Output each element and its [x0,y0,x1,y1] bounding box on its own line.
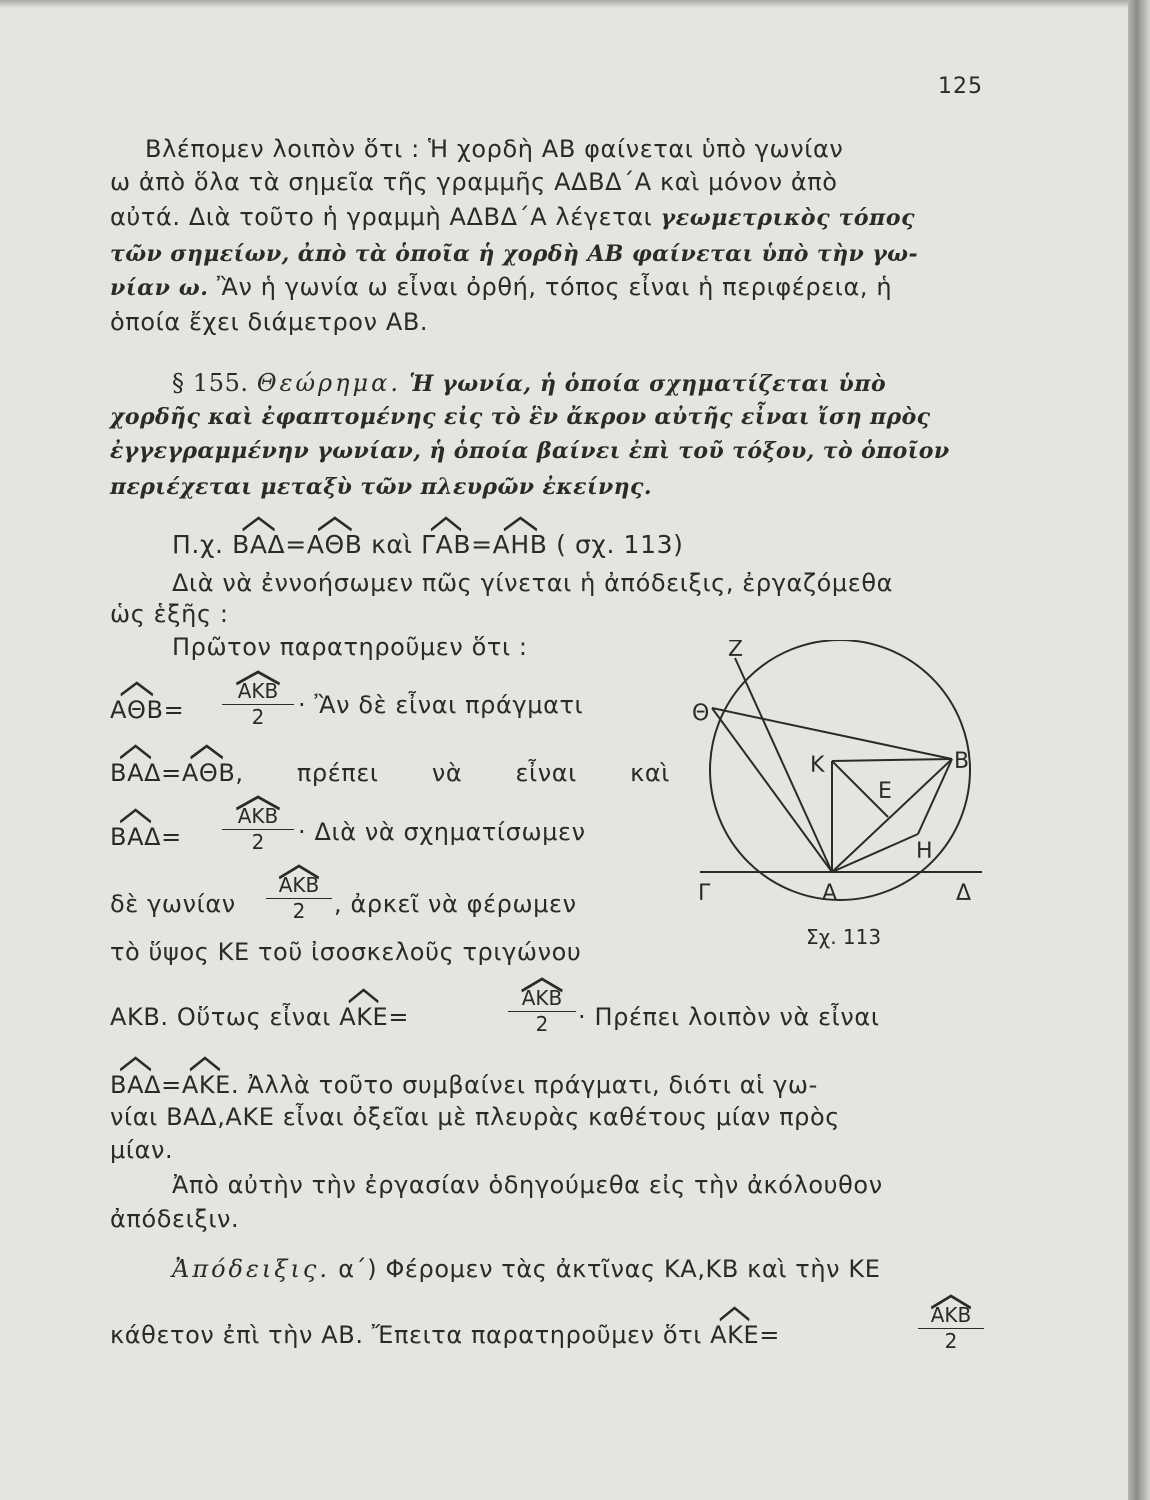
eq4-pre: δὲ γωνίαν [110,890,236,918]
p2-line-1: Διὰ νὰ ἐννοήσωμεν πῶς γίνεται ἡ ἀπόδειξις, ἐργαζόμεθα [172,569,894,597]
equals-sign: = [161,823,182,851]
eq7-b: ΑΚΕ. [181,1071,240,1099]
equals-sign: = [161,1071,182,1099]
eq6-num-text: ΑΚΒ [521,986,563,1010]
chord-ah [832,834,918,872]
hat-icon [110,746,161,758]
eq7-text: Ἀλλὰ τοῦτο συμβαίνει πράγματι, διότι αἱ γω- [247,1071,818,1099]
eq1-fraction [222,678,294,729]
chord-thetab [712,708,952,759]
eq1-num-text: ΑΚΒ [237,679,279,703]
eq6-text: · Πρέπει λοιπὸν νὰ εἶναι [578,1003,880,1031]
theorem-line-4: περιέχεται μεταξὺ τῶν πλευρῶν ἐκείνης. [110,474,652,500]
eq6-num [508,985,576,1012]
eq3-den: 2 [251,830,265,854]
angle-ake [182,1068,239,1102]
hat-icon [182,1058,239,1070]
line-8: νίαι ΒΑΔ,ΑΚΕ εἶναι ὀξεῖαι μὲ πλευρὰς καθέτους μίαν πρὸς [110,1103,840,1131]
label-g: Γ [698,881,711,906]
hat-icon [508,979,576,991]
eq3-num-text: ΑΚΒ [237,804,279,828]
eq6-pre: ΑΚΒ. Οὕτως εἶναι [110,1003,331,1031]
label-h: Η [916,839,933,864]
p1-line-2: ω ἀπὸ ὅλα τὰ σημεῖα τῆς γραμμῆς ΑΔΒΔ΄Α καὶ μόνον ἀπὸ [110,168,838,196]
page-right-edge [1128,0,1150,1500]
equals-sign: = [388,1003,410,1031]
page-top-edge [0,0,1128,8]
eq3-num [222,803,294,830]
theorem-text-1: Ἡ γωνία, ἡ ὁποία σχηματίζεται ὑπὸ [409,371,887,397]
example-prefix: Π.χ. [172,530,224,559]
theorem-line-3: ἐγγεγραμμένην γωνίαν, ἡ ὁποία βαίνει ἐπὶ τοῦ τόξου, τὸ ὁποῖον [110,438,950,464]
eq3-lhs-wrap [110,820,182,854]
eq4-fraction [266,872,332,923]
theorem-label: Θεώρημα. [256,369,401,397]
label-theta: Θ [692,701,710,726]
p1-term-locus: γεωμετρικὸς τόπος [660,205,916,231]
last-num-text: ΑΚΒ [930,1303,972,1327]
angle-gab [421,528,471,562]
p4-line-1: Ἀπὸ αὐτὴν τὴν ἐργασίαν ὁδηγούμεθα εἰς τὴν ἀκόλουθον [172,1171,883,1199]
eq3-text: · Διὰ νὰ σχηματίσωμεν [298,818,586,846]
p1-line-6: ὁποία ἔχει διάμετρον ΑΒ. [110,308,429,336]
line-9: μίαν. [110,1136,174,1164]
hat-icon [421,518,471,530]
p1-line-5-text: Ἂν ἡ γωνία ω εἶναι ὀρθή, τόπος εἶναι ἡ περιφέρεια, ἡ [216,273,893,301]
equals-sign: = [759,1321,780,1349]
p1-term-omega: νίαν ω. [110,275,209,301]
angle-ake [339,1000,388,1034]
last-text: κάθετον ἐπὶ τὴν ΑΒ. Ἔπειτα παρατηροῦμεν ὅτι [110,1321,702,1349]
last-fraction [918,1302,984,1353]
eq1-num [222,678,294,705]
hat-icon [710,1308,759,1320]
last-den: 2 [944,1329,958,1353]
chord-ab [832,759,952,872]
hat-icon [222,797,294,809]
p1-line-3 [110,200,983,235]
proof-line [172,1252,881,1286]
example-line [172,528,683,562]
eq7-a: ΒΑΔ [110,1071,162,1099]
angle-gab-text: ΓΑΒ [421,530,472,559]
eq2-left [110,756,244,790]
angle-bad [110,756,161,790]
eq7-line [110,1068,818,1102]
chord-hb [918,759,952,834]
theorem-number: § 155. [172,369,249,397]
eq3-fraction [222,803,294,854]
page-number: 125 [938,74,983,99]
theorem-line-2: χορδῆς καὶ ἐφαπτομένης εἰς τὸ ἓν ἄκρον αὐτῆς εἶναι ἴση πρὸς [110,404,931,430]
angle-bad [110,1068,161,1102]
eq1-lhs-wrap [110,693,184,727]
eq2-w2: νὰ [431,759,463,787]
hat-icon [182,746,244,758]
p1-line-3-text: αὐτά. Διὰ τοῦτο ἡ γραμμὴ ΑΔΒΔ΄Α λέγεται [110,203,653,231]
angle-atheta-b [182,756,244,790]
eq1-den: 2 [251,705,265,729]
eq6-lhs: ΑΚΕ [339,1003,389,1031]
theorem-line-1 [172,366,886,401]
hat-icon [339,990,388,1002]
hat-icon [110,1058,161,1070]
last-num [918,1302,984,1329]
eq4-text: , ἀρκεῖ νὰ φέρωμεν [334,890,577,918]
label-a: Α [822,881,838,906]
eq2-line [110,756,670,790]
eq2-a: ΒΑΔ [110,759,162,787]
figure-113 [690,640,1000,970]
eq2-w1: πρέπει [296,759,379,787]
figure-caption: Σχ. 113 [806,925,882,949]
chord-atheta [712,708,832,872]
label-e: Ε [878,779,892,804]
line-5: τὸ ὕψος ΚΕ τοῦ ἰσοσκελοῦς τριγώνου [110,938,582,966]
angle-bad-text: ΒΑΔ [232,530,286,559]
example-and: καὶ [371,530,413,559]
hat-icon [110,810,161,822]
p3-line: Πρῶτον παρατηροῦμεν ὅτι : [172,633,528,661]
eq4-den: 2 [292,899,306,923]
label-z: Ζ [728,640,744,662]
eq2-b: ΑΘΒ, [181,759,244,787]
last-line [110,1318,780,1352]
eq2-w4: καὶ [630,759,670,787]
p1-line-5 [110,270,892,305]
p1-line-1: Βλέπομεν λοιπὸν ὅτι : Ἡ χορδὴ ΑΒ φαίνεται ὑπὸ γωνίαν [145,135,844,163]
p2-line-2: ὡς ἑξῆς : [110,600,229,628]
proof-label: Ἀπόδειξις. [172,1255,330,1283]
eq2-w3: εἶναι [515,759,577,787]
angle-atheta-b [307,528,363,562]
equals-sign: = [161,759,182,787]
eq6-fraction [508,985,576,1036]
angle-bad [110,820,161,854]
figure-reference: ( σχ. 113) [556,530,684,559]
equals-sign: = [285,530,307,559]
hat-icon [493,518,548,530]
label-k: Κ [810,753,825,778]
angle-ahb [493,528,548,562]
eq1-lhs: ΑΘΒ [110,696,164,724]
angle-ahb-text: ΑΗΒ [492,530,548,559]
angle-atheta-b [110,693,164,727]
angle-bad [232,528,285,562]
eq4-num [266,872,332,899]
eq3-lhs: ΒΑΔ [110,823,162,851]
angle-atheta-b-text: ΑΘΒ [306,530,363,559]
label-d: Δ [956,881,972,906]
equals-sign: = [471,530,493,559]
eq6-den: 2 [535,1012,549,1036]
proof-text: α΄) Φέρομεν τὰς ἀκτῖνας ΚΑ,ΚΒ καὶ τὴν ΚΕ [338,1255,881,1283]
hat-icon [266,866,332,878]
radius-kb [832,759,952,761]
equals-sign: = [163,696,185,724]
label-b: Β [954,749,970,774]
hat-icon [110,683,164,695]
eq6-left [110,1000,409,1034]
p1-line-4: τῶν σημείων, ἀπὸ τὰ ὁποῖα ἡ χορδὴ ΑΒ φαίνεται ὑπὸ τὴν γω- [110,241,919,267]
angle-ake [710,1318,759,1352]
hat-icon [918,1296,984,1308]
hat-icon [222,672,294,684]
hat-icon [307,518,363,530]
eq4-num-text: ΑΚΒ [278,873,320,897]
last-lhs: ΑΚΕ [710,1321,760,1349]
eq1-text: · Ἂν δὲ εἶναι πράγματι [298,691,584,719]
p4-line-2: ἀπόδειξιν. [110,1205,240,1233]
hat-icon [232,518,285,530]
